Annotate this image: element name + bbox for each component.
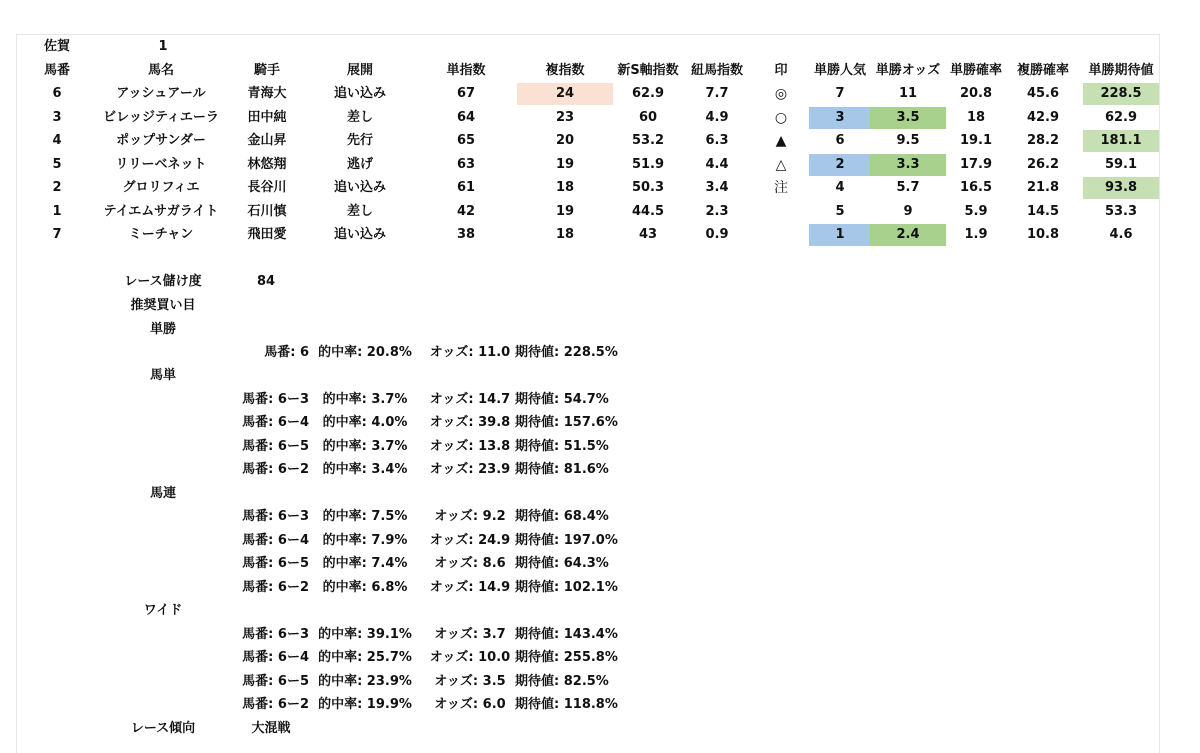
row-2-fuku: 18 bbox=[555, 180, 575, 195]
row-3-odds: 3.5 bbox=[870, 107, 946, 129]
bet-3-3-odds: オッズ: 6.0 bbox=[434, 697, 506, 712]
row-3-num: 3 bbox=[52, 109, 62, 125]
bet-2-1-horse: 馬番: 6ー4 bbox=[242, 533, 309, 548]
row-1-odds: 9 bbox=[903, 203, 913, 219]
bet-3-3-horse: 馬番: 6ー2 bbox=[242, 697, 309, 712]
row-5-pop: 2 bbox=[809, 154, 871, 176]
row-3-placep: 42.9 bbox=[1026, 109, 1060, 125]
bet-3-2-horse: 馬番: 6ー5 bbox=[242, 674, 309, 689]
row-7-placep: 10.8 bbox=[1026, 227, 1060, 242]
header-news: 新S軸指数 bbox=[617, 62, 679, 78]
bet-3-3-expected: 期待値: 118.8% bbox=[515, 697, 618, 712]
header-odds: 単勝オッズ bbox=[875, 62, 941, 78]
row-6-ev: 228.5 bbox=[1083, 83, 1159, 105]
row-4-himo: 6.3 bbox=[705, 133, 729, 148]
row-1-jockey: 石川慎 bbox=[247, 203, 287, 219]
bet-1-3-hit-rate: 的中率: 3.4% bbox=[322, 462, 408, 477]
trend-value: 大混戦 bbox=[251, 721, 291, 736]
bet-2-0-expected: 期待値: 68.4% bbox=[515, 509, 609, 524]
bet-1-1-expected: 期待値: 157.6% bbox=[515, 415, 618, 430]
row-3-tan: 64 bbox=[456, 109, 476, 125]
bet-0-0-hit-rate: 的中率: 20.8% bbox=[318, 345, 412, 360]
bet-3-2-odds: オッズ: 3.5 bbox=[434, 674, 506, 689]
row-4-num: 4 bbox=[52, 133, 62, 148]
bet-2-2-odds: オッズ: 8.6 bbox=[434, 556, 506, 571]
bet-3-2-expected: 期待値: 82.5% bbox=[515, 674, 609, 689]
trend-label: レース傾向 bbox=[130, 721, 196, 736]
row-3-winp: 18 bbox=[966, 109, 986, 125]
row-7-style: 追い込み bbox=[333, 227, 386, 242]
bet-2-1-hit-rate: 的中率: 7.9% bbox=[322, 533, 408, 548]
row-2-num: 2 bbox=[52, 180, 62, 195]
bet-3-1-expected: 期待値: 255.8% bbox=[515, 650, 618, 665]
bet-0-0-horse: 馬番: 6 bbox=[264, 345, 309, 360]
bet-1-0-odds: オッズ: 14.7 bbox=[429, 392, 511, 407]
row-3-himo: 4.9 bbox=[705, 109, 729, 125]
row-5-mark: △ bbox=[775, 156, 787, 173]
bet-type-2: 馬連 bbox=[149, 486, 176, 501]
row-5-jockey: 林悠翔 bbox=[247, 156, 287, 172]
row-1-mark bbox=[761, 201, 801, 223]
bet-0-0-expected: 期待値: 228.5% bbox=[515, 345, 618, 360]
bet-1-0-hit-rate: 的中率: 3.7% bbox=[322, 392, 408, 407]
row-4-style: 先行 bbox=[346, 133, 373, 148]
row-6-pop: 7 bbox=[835, 86, 845, 101]
row-5-style: 逃げ bbox=[346, 156, 373, 172]
row-5-news: 51.9 bbox=[631, 156, 665, 172]
row-3-mark: ○ bbox=[774, 109, 788, 126]
row-2-himo: 3.4 bbox=[705, 180, 729, 195]
recommend-label: 推奨買い目 bbox=[130, 298, 196, 313]
row-2-mark: 注 bbox=[774, 180, 788, 196]
bet-3-0-horse: 馬番: 6ー3 bbox=[242, 627, 309, 642]
bet-2-3-odds: オッズ: 14.9 bbox=[429, 580, 511, 595]
row-1-tan: 42 bbox=[456, 203, 476, 219]
row-2-tan: 61 bbox=[456, 180, 476, 195]
row-7-himo: 0.9 bbox=[705, 227, 729, 242]
spreadsheet bbox=[16, 34, 1160, 753]
bet-2-2-expected: 期待値: 64.3% bbox=[515, 556, 609, 571]
bet-3-1-hit-rate: 的中率: 25.7% bbox=[318, 650, 412, 665]
row-4-tan: 65 bbox=[456, 133, 476, 148]
row-2-pop: 4 bbox=[835, 180, 845, 195]
bet-3-1-odds: オッズ: 10.0 bbox=[429, 650, 511, 665]
row-7-pop: 1 bbox=[809, 224, 871, 246]
row-5-num: 5 bbox=[52, 156, 62, 172]
row-5-ev: 59.1 bbox=[1104, 156, 1138, 172]
row-1-ev: 53.3 bbox=[1104, 203, 1138, 219]
row-7-jockey: 飛田愛 bbox=[247, 227, 287, 242]
row-1-placep: 14.5 bbox=[1026, 203, 1060, 219]
row-4-horse: ポップサンダー bbox=[116, 133, 206, 148]
row-6-news: 62.9 bbox=[631, 86, 665, 101]
header-horse: 馬名 bbox=[147, 62, 174, 78]
row-1-winp: 5.9 bbox=[964, 203, 988, 219]
row-7-tan: 38 bbox=[456, 227, 476, 242]
bet-1-3-odds: オッズ: 23.9 bbox=[429, 462, 511, 477]
bet-1-2-expected: 期待値: 51.5% bbox=[515, 439, 609, 454]
bet-2-3-expected: 期待値: 102.1% bbox=[515, 580, 618, 595]
row-6-winp: 20.8 bbox=[959, 86, 993, 101]
row-7-news: 43 bbox=[638, 227, 658, 242]
row-2-horse: グロリフィエ bbox=[122, 180, 200, 195]
row-3-jockey: 田中純 bbox=[247, 109, 287, 125]
row-3-style: 差し bbox=[346, 109, 373, 125]
bet-3-0-odds: オッズ: 3.7 bbox=[434, 627, 506, 642]
row-2-jockey: 長谷川 bbox=[247, 180, 287, 195]
bet-2-2-horse: 馬番: 6ー5 bbox=[242, 556, 309, 571]
bet-2-0-odds: オッズ: 9.2 bbox=[434, 509, 506, 524]
row-1-pop: 5 bbox=[835, 203, 845, 219]
bet-2-3-hit-rate: 的中率: 6.8% bbox=[322, 580, 408, 595]
header-winp: 単勝確率 bbox=[949, 62, 1002, 78]
row-4-jockey: 金山昇 bbox=[247, 133, 287, 148]
bet-1-3-horse: 馬番: 6ー2 bbox=[242, 462, 309, 477]
bet-0-0-odds: オッズ: 11.0 bbox=[429, 345, 511, 360]
row-5-horse: リリーベネット bbox=[115, 156, 207, 172]
header-tan: 単指数 bbox=[446, 62, 486, 78]
venue-name: 佐賀 bbox=[43, 39, 70, 54]
header-num: 馬番 bbox=[43, 62, 70, 78]
row-1-fuku: 19 bbox=[555, 203, 575, 219]
row-2-placep: 21.8 bbox=[1026, 180, 1060, 195]
row-1-style: 差し bbox=[346, 203, 373, 219]
row-5-odds: 3.3 bbox=[870, 154, 946, 176]
row-1-news: 44.5 bbox=[631, 203, 665, 219]
row-1-horse: テイエムサガライト bbox=[103, 203, 219, 219]
bet-2-2-hit-rate: 的中率: 7.4% bbox=[322, 556, 408, 571]
row-6-tan: 67 bbox=[456, 86, 476, 101]
row-2-ev: 93.8 bbox=[1083, 177, 1159, 199]
bet-3-1-horse: 馬番: 6ー4 bbox=[242, 650, 309, 665]
header-style: 展開 bbox=[346, 62, 373, 78]
row-6-jockey: 青海大 bbox=[247, 86, 287, 101]
row-6-fuku: 24 bbox=[517, 83, 613, 105]
bet-1-0-horse: 馬番: 6ー3 bbox=[242, 392, 309, 407]
bet-1-1-hit-rate: 的中率: 4.0% bbox=[322, 415, 408, 430]
row-1-num: 1 bbox=[52, 203, 62, 219]
row-5-winp: 17.9 bbox=[959, 156, 993, 172]
bet-3-3-hit-rate: 的中率: 19.9% bbox=[318, 697, 412, 712]
row-3-ev: 62.9 bbox=[1104, 109, 1138, 125]
bet-1-1-horse: 馬番: 6ー4 bbox=[242, 415, 309, 430]
row-5-placep: 26.2 bbox=[1026, 156, 1060, 172]
bet-3-2-hit-rate: 的中率: 23.9% bbox=[318, 674, 412, 689]
header-fuku: 複指数 bbox=[545, 62, 585, 78]
bet-type-0: 単勝 bbox=[149, 322, 176, 337]
row-7-mark bbox=[761, 224, 801, 246]
row-6-mark: ◎ bbox=[774, 86, 788, 102]
row-4-odds: 9.5 bbox=[896, 133, 920, 148]
row-5-fuku: 19 bbox=[555, 156, 575, 172]
header-jockey: 騎手 bbox=[253, 62, 280, 78]
row-5-tan: 63 bbox=[456, 156, 476, 172]
header-ev: 単勝期待値 bbox=[1088, 62, 1154, 78]
bet-1-2-odds: オッズ: 13.8 bbox=[429, 439, 511, 454]
bet-2-0-horse: 馬番: 6ー3 bbox=[242, 509, 309, 524]
row-4-news: 53.2 bbox=[631, 133, 665, 148]
row-7-num: 7 bbox=[52, 227, 62, 242]
row-3-pop: 3 bbox=[809, 107, 871, 129]
bet-1-3-expected: 期待値: 81.6% bbox=[515, 462, 609, 477]
row-2-odds: 5.7 bbox=[896, 180, 920, 195]
bet-1-2-hit-rate: 的中率: 3.7% bbox=[322, 439, 408, 454]
bet-3-0-hit-rate: 的中率: 39.1% bbox=[318, 627, 412, 642]
header-himo: 紐馬指数 bbox=[690, 62, 743, 78]
header-mark: 印 bbox=[774, 62, 788, 78]
row-7-odds: 2.4 bbox=[870, 224, 946, 246]
row-4-pop: 6 bbox=[835, 133, 845, 148]
header-placep: 複勝確率 bbox=[1016, 62, 1069, 78]
row-7-fuku: 18 bbox=[555, 227, 575, 242]
row-7-horse: ミーチャン bbox=[128, 227, 194, 242]
header-pop: 単勝人気 bbox=[813, 62, 866, 78]
row-6-placep: 45.6 bbox=[1026, 86, 1060, 101]
bet-3-0-expected: 期待値: 143.4% bbox=[515, 627, 618, 642]
bet-type-3: ワイド bbox=[143, 603, 183, 618]
bet-2-0-hit-rate: 的中率: 7.5% bbox=[322, 509, 408, 524]
race-number: 1 bbox=[158, 39, 168, 54]
bet-1-1-odds: オッズ: 39.8 bbox=[429, 415, 511, 430]
row-4-fuku: 20 bbox=[555, 133, 575, 148]
row-2-news: 50.3 bbox=[631, 180, 665, 195]
row-4-mark: ▲ bbox=[775, 133, 787, 149]
row-4-placep: 28.2 bbox=[1026, 133, 1060, 148]
bet-2-3-horse: 馬番: 6ー2 bbox=[242, 580, 309, 595]
row-3-horse: ビレッジティエーラ bbox=[103, 109, 219, 125]
bet-1-0-expected: 期待値: 54.7% bbox=[515, 392, 609, 407]
row-4-ev: 181.1 bbox=[1083, 130, 1159, 152]
row-6-num: 6 bbox=[52, 86, 62, 101]
row-7-winp: 1.9 bbox=[964, 227, 988, 242]
row-7-ev: 4.6 bbox=[1109, 227, 1133, 242]
row-5-himo: 4.4 bbox=[705, 156, 729, 172]
row-3-fuku: 23 bbox=[555, 109, 575, 125]
row-4-winp: 19.1 bbox=[959, 133, 993, 148]
row-6-horse: アッシュアール bbox=[116, 86, 206, 101]
bet-2-1-expected: 期待値: 197.0% bbox=[515, 533, 618, 548]
row-6-odds: 11 bbox=[898, 86, 918, 101]
row-6-style: 追い込み bbox=[333, 86, 386, 101]
bet-type-1: 馬単 bbox=[149, 368, 176, 383]
bet-1-2-horse: 馬番: 6ー5 bbox=[242, 439, 309, 454]
row-1-himo: 2.3 bbox=[705, 203, 729, 219]
profit-value: 84 bbox=[256, 274, 276, 289]
profit-label: レース儲け度 bbox=[124, 274, 202, 289]
row-2-style: 追い込み bbox=[333, 180, 386, 195]
row-3-news: 60 bbox=[638, 109, 658, 125]
row-6-himo: 7.7 bbox=[705, 86, 729, 101]
row-2-winp: 16.5 bbox=[959, 180, 993, 195]
bet-2-1-odds: オッズ: 24.9 bbox=[429, 533, 511, 548]
